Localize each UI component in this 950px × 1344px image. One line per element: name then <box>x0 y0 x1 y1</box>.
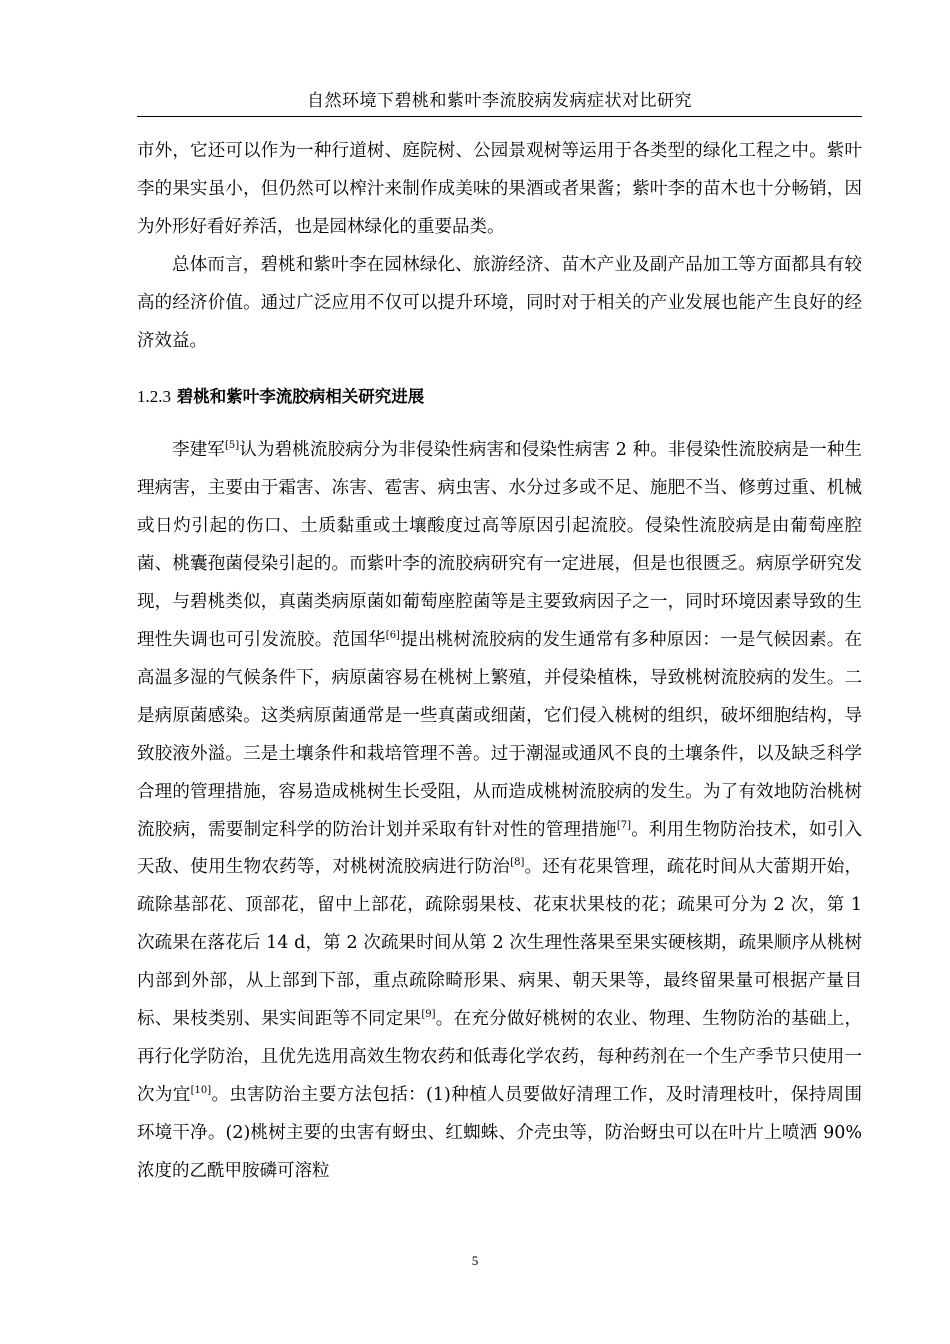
citation-ref: [10] <box>190 1085 212 1097</box>
text-run: 提出桃树流胶病的发生通常有多种原因：一是气候因素。在高温多湿的气候条件下，病原菌容易在桃树上繁殖，并侵染植株，导致桃树流胶病的发生。二是病原菌感染。这类病原菌通常是一些真菌或细菌，它们侵入桃树的组织，破坏细胞结构，导致胶液外溢。三是土壤条件和栽培管理不善。过于潮湿或通风不良的土壤条件，以及缺乏科学合理的管理措施，容易造成桃树生长受阻，从而造成桃树流胶病的发生。为了有效地防治桃树流胶病，需要制定科学的防治计划并采取有针对性的管理措施 <box>137 629 863 840</box>
paragraph-summary: 总体而言，碧桃和紫叶李在园林绿化、旅游经济、苗木产业及副产品加工等方面都具有较高的经济价值。通过广泛应用不仅可以提升环境，同时对于相关的产业发展也能产生良好的经济效益。 <box>137 254 862 351</box>
citation-ref: [9] <box>421 1009 436 1021</box>
page-number: 5 <box>471 1253 479 1268</box>
running-header: 自然环境下碧桃和紫叶李流胶病发病症状对比研究 <box>307 91 692 111</box>
paragraph-research-progress <box>137 432 862 1190</box>
body-text <box>137 133 862 1191</box>
citation-ref: [6] <box>385 630 400 642</box>
section-title: 碧桃和紫叶李流胶病相关研究进展 <box>176 387 425 407</box>
paragraph-continuation: 市外，它还可以作为一种行道树、庭院树、公园景观树等运用于各类型的绿化工程之中。紫叶李的果实虽小，但仍然可以榨汁来制作成美味的果酒或者果酱；紫叶李的苗木也十分畅销，因为外形好看好养活，也是园林绿化的重要品类。 <box>137 141 862 237</box>
citation-ref: [5] <box>224 440 240 452</box>
citation-ref: [8] <box>510 857 525 869</box>
text-run: 。虫害防治主要方法包括：(1)种植人员要做好清理工作，及时清理枝叶，保持周围环境干净。(2)桃树主要的虫害有蚜虫、红蜘蛛、介壳虫等，防治蚜虫可以在叶片上喷洒 90%浓度的乙酰甲胺磷可溶粒 <box>137 1084 863 1181</box>
text-run: 。在充分做好桃树的农业、物理、生物防治的基础上，再行化学防治，且优先选用高效生物农药和低毒化学农药，每种药剂在一个生产季节只使用一次为宜 <box>137 1009 863 1105</box>
section-number: 1.2.3 <box>137 387 171 407</box>
text-run: 李建军 <box>172 440 225 461</box>
text-run: 。利用生物防治技术，如引入天敌、使用生物农药等，对桃树流胶病进行防治 <box>137 819 863 878</box>
citation-ref: [7] <box>616 819 631 831</box>
section-heading <box>137 379 862 415</box>
text-run: 。还有花果管理，疏花时间从大蕾期开始，疏除基部花、顶部花，留中上部花，疏除弱果枝、花束状果枝的花；疏果可分为 2 次，第 1 次疏果在落花后 14 d，第 2 次疏果时间从第 2 次生理性落果至果实硬核期，疏果顺序从桃树内部到外部，从上部到下部，重点疏除畸形果、病果、朝天果等，最终留果量可根据产量目标、果枝类别、果实间距等不同定果 <box>137 857 863 1030</box>
header-rule <box>137 116 862 117</box>
text-run: 认为碧桃流胶病分为非侵染性病害和侵染性病害 2 种。非侵染性流胶病是一种生理病害，主要由于霜害、冻害、雹害、病虫害、水分过多或不足、施肥不当、修剪过重、机械或日灼引起的伤口、土质黏重或土壤酸度过高等原因引起流胶。侵染性流胶病是由葡萄座腔菌、桃囊孢菌侵染引起的。而紫叶李的流胶病研究有一定进展，但是也很匮乏。病原学研究发现，与碧桃类似，真菌类病原菌如葡萄座腔菌等是主要致病因子之一，同时环境因素导致的生理性失调也可引发流胶。范国华 <box>137 440 862 650</box>
